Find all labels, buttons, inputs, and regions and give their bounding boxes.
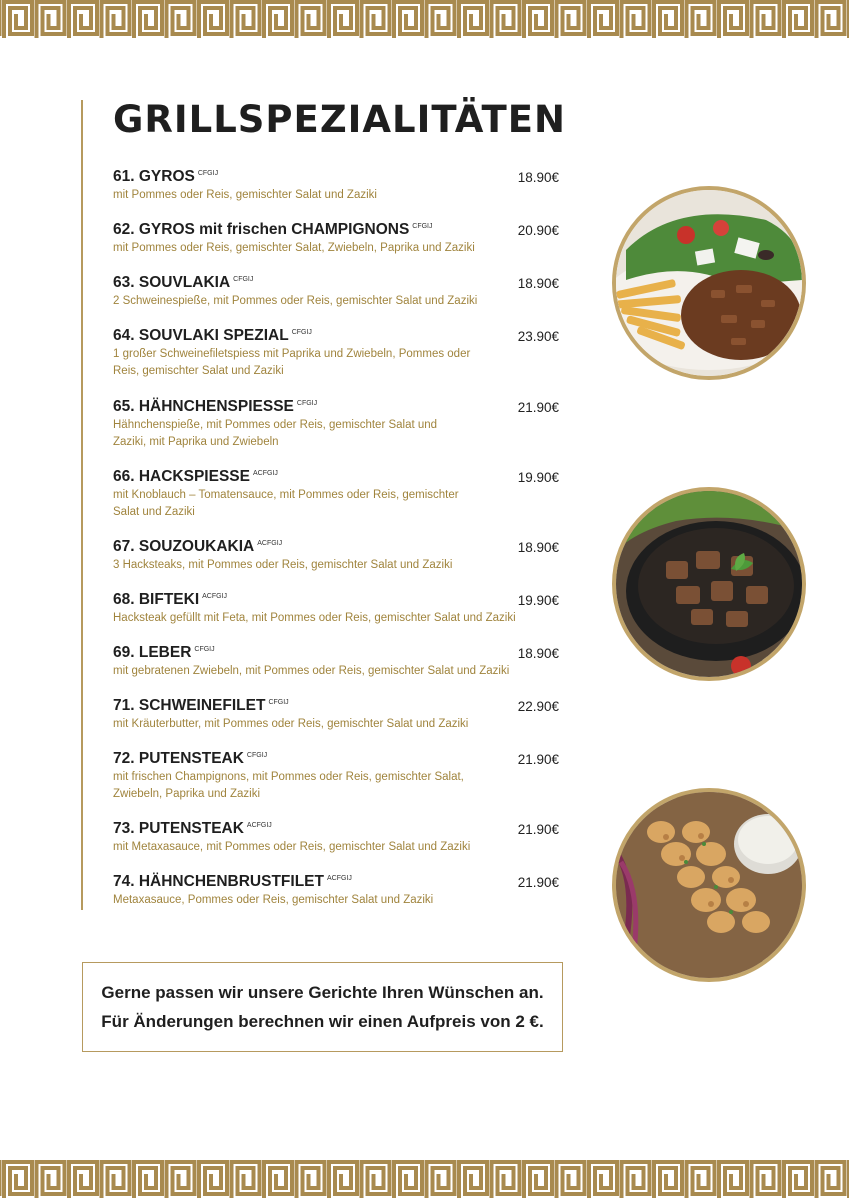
- gyros-plate-photo: [612, 186, 806, 380]
- chicken-skewers-photo: [612, 788, 806, 982]
- item-price: 22.90€: [517, 699, 559, 714]
- item-description: mit Metaxasauce, mit Pommes oder Reis, gemischter Salat und Zaziki: [113, 841, 471, 853]
- item-description: 2 Schweinespieße, mit Pommes oder Reis, gemischter Salat und Zaziki: [113, 295, 478, 307]
- item-name: 64. SOUVLAKI SPEZIAL: [113, 327, 289, 344]
- menu-item: [113, 396, 563, 466]
- menu-list: [113, 166, 563, 924]
- note-line-2: Für Änderungen berechnen wir einen Aufpreis von 2 €.: [101, 1012, 544, 1031]
- item-name: 69. LEBER: [113, 644, 192, 661]
- item-allergens: ACFGIJ: [202, 592, 228, 600]
- item-name: 72. PUTENSTEAK: [113, 750, 244, 767]
- item-name: 61. GYROS: [113, 168, 195, 185]
- item-name: 65. HÄHNCHENSPIESSE: [113, 398, 294, 415]
- item-price: 18.90€: [517, 170, 559, 185]
- item-description: mit Knoblauch – Tomatensauce, mit Pommes oder Reis, gemischter Salat und Zaziki: [113, 489, 459, 518]
- item-description: 1 großer Schweinefiletspiess mit Paprika und Zwiebeln, Pommes oder Reis, gemischter Salat und Zaziki: [113, 348, 471, 377]
- item-name: 67. SOUZOUKAKIA: [113, 538, 255, 555]
- item-description: 3 Hacksteaks, mit Pommes oder Reis, gemischter Salat und Zaziki: [113, 559, 453, 571]
- item-allergens: CFGIJ: [412, 222, 433, 230]
- menu-item: [113, 589, 563, 642]
- item-allergens: ACFGIJ: [326, 874, 352, 882]
- menu-item: [113, 818, 563, 871]
- item-name: 73. PUTENSTEAK: [113, 820, 244, 837]
- greek-key-border-bottom: [0, 1160, 849, 1200]
- item-price: 18.90€: [517, 276, 559, 291]
- menu-item: [113, 272, 563, 325]
- bifteki-pan-photo: [612, 487, 806, 681]
- item-price: 18.90€: [517, 646, 559, 661]
- item-price: 21.90€: [517, 400, 559, 415]
- greek-key-border-top: [0, 0, 849, 40]
- item-description: Hähnchenspieße, mit Pommes oder Reis, gemischter Salat und Zaziki, mit Paprika und Zwiebeln: [113, 419, 438, 448]
- item-allergens: CFGIJ: [291, 328, 312, 336]
- item-description: Metaxasauce, Pommes oder Reis, gemischter Salat und Zaziki: [113, 894, 434, 906]
- item-price: 19.90€: [517, 470, 559, 485]
- item-price: 23.90€: [517, 329, 559, 344]
- customization-note: [82, 962, 563, 1052]
- item-allergens: ACFGIJ: [257, 539, 283, 547]
- item-name: 66. HACKSPIESSE: [113, 468, 250, 485]
- item-price: 20.90€: [517, 223, 559, 238]
- item-allergens: ACFGIJ: [252, 469, 278, 477]
- item-description: mit gebratenen Zwiebeln, mit Pommes oder Reis, gemischter Salat und Zaziki: [113, 665, 510, 677]
- item-allergens: CFGIJ: [197, 169, 219, 177]
- item-price: 19.90€: [517, 593, 559, 608]
- item-description: mit Pommes oder Reis, gemischter Salat und Zaziki: [113, 189, 377, 201]
- menu-item: [113, 466, 563, 536]
- item-allergens: CFGIJ: [233, 275, 254, 283]
- item-price: 21.90€: [517, 822, 559, 837]
- item-description: mit frischen Champignons, mit Pommes oder Reis, gemischter Salat, Zwiebeln, Paprika und Zaziki: [113, 771, 464, 800]
- item-name: 71. SCHWEINEFILET: [113, 697, 266, 714]
- item-name: 62. GYROS mit frischen CHAMPIGNONS: [113, 221, 410, 238]
- item-price: 18.90€: [517, 540, 559, 555]
- item-price: 21.90€: [517, 875, 559, 890]
- item-allergens: CFGIJ: [194, 645, 215, 653]
- menu-item: [113, 748, 563, 818]
- item-description: mit Pommes oder Reis, gemischter Salat, Zwiebeln, Paprika und Zaziki: [113, 242, 475, 254]
- menu-item: [113, 325, 563, 396]
- item-description: Hacksteak gefüllt mit Feta, mit Pommes oder Reis, gemischter Salat und Zaziki: [113, 612, 516, 624]
- item-allergens: CFGIJ: [268, 698, 289, 706]
- left-accent-line: [81, 100, 83, 910]
- menu-item: [113, 219, 563, 272]
- item-allergens: CFGIJ: [296, 399, 318, 407]
- menu-item: [113, 642, 563, 695]
- page-title: GRILLSPEZIALITÄTEN: [113, 98, 567, 141]
- item-description: mit Kräuterbutter, mit Pommes oder Reis, gemischter Salat und Zaziki: [113, 718, 469, 730]
- note-line-1: Gerne passen wir unsere Gerichte Ihren Wünschen an.: [101, 983, 544, 1002]
- menu-item: [113, 536, 563, 589]
- item-name: 63. SOUVLAKIA: [113, 274, 231, 291]
- menu-item: [113, 871, 563, 924]
- menu-item: [113, 166, 563, 219]
- item-allergens: ACFGIJ: [246, 821, 272, 829]
- item-name: 74. HÄHNCHENBRUSTFILET: [113, 873, 324, 890]
- menu-item: [113, 695, 563, 748]
- item-name: 68. BIFTEKI: [113, 591, 200, 608]
- item-allergens: CFGIJ: [246, 751, 268, 759]
- item-price: 21.90€: [517, 752, 559, 767]
